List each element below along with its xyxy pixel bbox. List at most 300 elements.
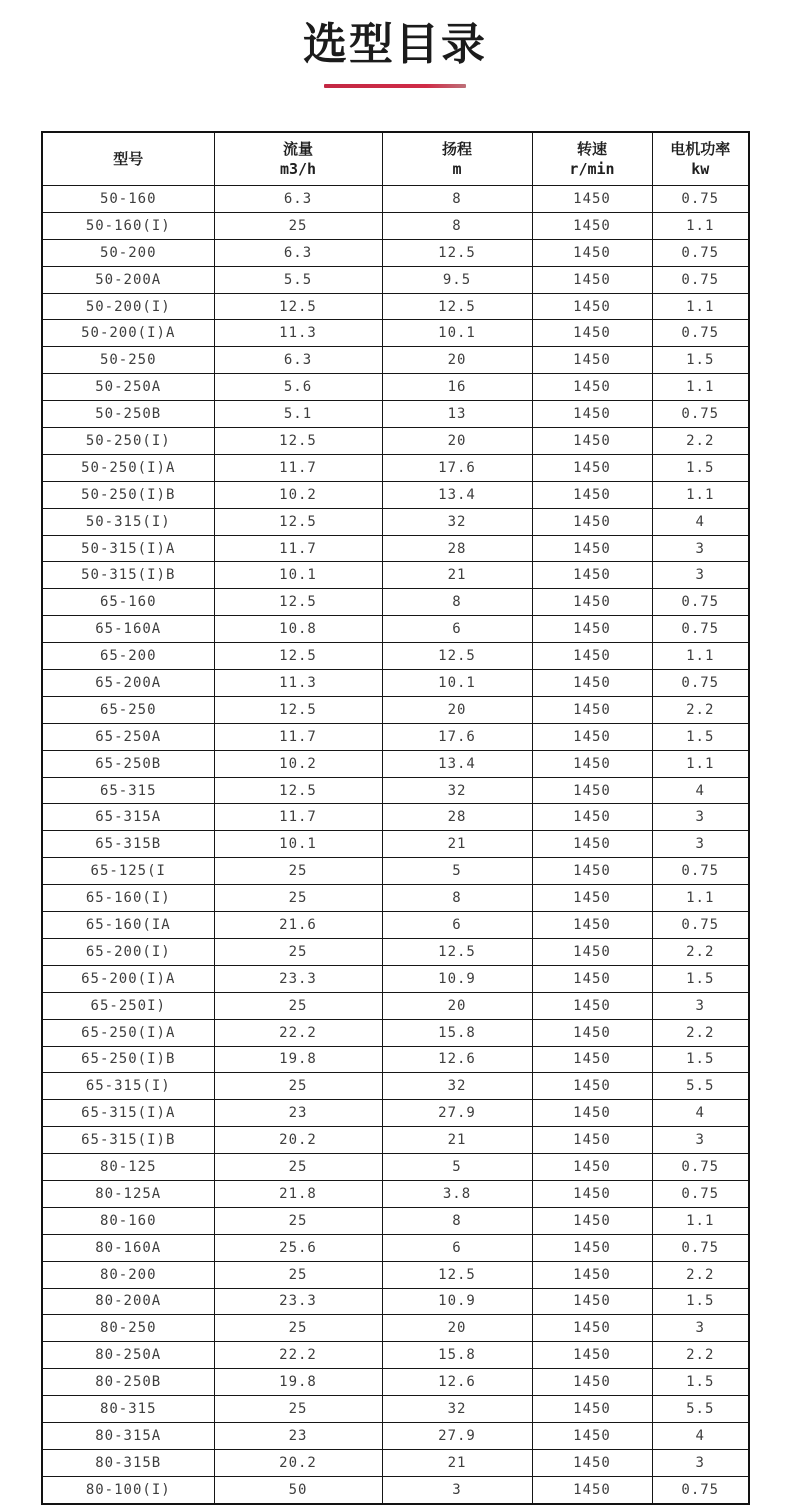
table-cell: 5.5 <box>652 1073 749 1100</box>
table-row <box>42 643 749 670</box>
table-cell: 1450 <box>532 1207 652 1234</box>
table-cell: 1450 <box>532 723 652 750</box>
table-cell: 50-250(I)B <box>42 481 214 508</box>
table-cell: 65-200A <box>42 670 214 697</box>
table-cell: 1450 <box>532 1180 652 1207</box>
table-row <box>42 1476 749 1503</box>
table-cell: 1450 <box>532 347 652 374</box>
table-cell: 12.5 <box>214 508 382 535</box>
table-cell: 65-315A <box>42 804 214 831</box>
table-cell: 25 <box>214 1207 382 1234</box>
table-row <box>42 347 749 374</box>
table-cell: 1.5 <box>652 1369 749 1396</box>
table-cell: 1450 <box>532 1019 652 1046</box>
table-cell: 25 <box>214 1154 382 1181</box>
table-row <box>42 912 749 939</box>
table-row <box>42 1046 749 1073</box>
table-cell: 5.5 <box>214 266 382 293</box>
table-cell: 0.75 <box>652 401 749 428</box>
table-cell: 1.5 <box>652 347 749 374</box>
table-cell: 1.5 <box>652 1046 749 1073</box>
table-cell: 21 <box>382 831 532 858</box>
table-cell: 12.5 <box>214 643 382 670</box>
table-cell: 2.2 <box>652 1019 749 1046</box>
table-cell: 10.1 <box>214 562 382 589</box>
col-header-speed <box>532 132 652 186</box>
table-cell: 80-250 <box>42 1315 214 1342</box>
table-cell: 50-250(I) <box>42 428 214 455</box>
table-cell: 0.75 <box>652 858 749 885</box>
table-body <box>42 186 749 1504</box>
table-cell: 8 <box>382 1207 532 1234</box>
table-cell: 4 <box>652 1100 749 1127</box>
table-cell: 3 <box>382 1476 532 1503</box>
table-cell: 1.1 <box>652 481 749 508</box>
table-cell: 1.1 <box>652 293 749 320</box>
table-cell: 8 <box>382 186 532 213</box>
table-cell: 2.2 <box>652 1261 749 1288</box>
table-row <box>42 885 749 912</box>
table-cell: 1.5 <box>652 723 749 750</box>
table-cell: 5.5 <box>652 1396 749 1423</box>
table-cell: 65-315B <box>42 831 214 858</box>
table-cell: 1450 <box>532 266 652 293</box>
table-row <box>42 1127 749 1154</box>
table-row <box>42 831 749 858</box>
table-row <box>42 858 749 885</box>
table-row <box>42 1073 749 1100</box>
table-cell: 50-315(I) <box>42 508 214 535</box>
table-cell: 1.1 <box>652 374 749 401</box>
table-row <box>42 481 749 508</box>
table-cell: 3 <box>652 535 749 562</box>
col-header-head-unit: m <box>452 160 462 178</box>
table-cell: 65-160(I) <box>42 885 214 912</box>
table-cell: 80-200 <box>42 1261 214 1288</box>
table-cell: 22.2 <box>214 1342 382 1369</box>
table-cell: 1450 <box>532 1100 652 1127</box>
table-cell: 1450 <box>532 938 652 965</box>
table-cell: 20 <box>382 696 532 723</box>
table-cell: 50-250 <box>42 347 214 374</box>
table-cell: 20.2 <box>214 1127 382 1154</box>
table-cell: 2.2 <box>652 1342 749 1369</box>
table-cell: 12.5 <box>382 239 532 266</box>
table-row <box>42 293 749 320</box>
table-cell: 50-160 <box>42 186 214 213</box>
table-cell: 8 <box>382 589 532 616</box>
table-cell: 1450 <box>532 670 652 697</box>
table-cell: 50-250A <box>42 374 214 401</box>
table-cell: 3 <box>652 1315 749 1342</box>
table-row <box>42 374 749 401</box>
table-cell: 22.2 <box>214 1019 382 1046</box>
table-cell: 1450 <box>532 239 652 266</box>
table-cell: 5.6 <box>214 374 382 401</box>
table-cell: 1450 <box>532 320 652 347</box>
table-row <box>42 1342 749 1369</box>
col-header-flow <box>214 132 382 186</box>
table-cell: 25 <box>214 938 382 965</box>
table-cell: 1.1 <box>652 750 749 777</box>
table-cell: 80-125A <box>42 1180 214 1207</box>
table-cell: 3 <box>652 1449 749 1476</box>
table-cell: 25 <box>214 885 382 912</box>
table-cell: 13.4 <box>382 750 532 777</box>
table-cell: 65-250(I)A <box>42 1019 214 1046</box>
table-cell: 1450 <box>532 777 652 804</box>
table-cell: 25 <box>214 858 382 885</box>
table-row <box>42 992 749 1019</box>
table-cell: 12.5 <box>214 293 382 320</box>
table-cell: 25 <box>214 1261 382 1288</box>
table-cell: 65-200(I)A <box>42 965 214 992</box>
table-cell: 2.2 <box>652 428 749 455</box>
table-cell: 65-125(I <box>42 858 214 885</box>
table-cell: 0.75 <box>652 589 749 616</box>
table-cell: 1450 <box>532 401 652 428</box>
table-cell: 1450 <box>532 1315 652 1342</box>
table-cell: 12.5 <box>382 1261 532 1288</box>
table-cell: 65-315(I) <box>42 1073 214 1100</box>
table-cell: 25 <box>214 1073 382 1100</box>
table-row <box>42 1180 749 1207</box>
page-title: 选型目录 <box>303 19 487 70</box>
col-header-flow-unit: m3/h <box>279 160 317 178</box>
table-cell: 0.75 <box>652 1476 749 1503</box>
table-cell: 6 <box>382 912 532 939</box>
table-cell: 9.5 <box>382 266 532 293</box>
table-cell: 10.2 <box>214 750 382 777</box>
table-cell: 0.75 <box>652 912 749 939</box>
table-cell: 50-200(I) <box>42 293 214 320</box>
table-cell: 1450 <box>532 508 652 535</box>
table-cell: 1450 <box>532 1449 652 1476</box>
table-cell: 25 <box>214 1315 382 1342</box>
table-row <box>42 1422 749 1449</box>
col-header-speed-label: 转速 <box>576 140 607 158</box>
table-cell: 1450 <box>532 1234 652 1261</box>
table-cell: 23 <box>214 1100 382 1127</box>
table-cell: 1.1 <box>652 1207 749 1234</box>
table-row <box>42 239 749 266</box>
table-cell: 10.1 <box>214 831 382 858</box>
table-cell: 50-250(I)A <box>42 454 214 481</box>
table-row <box>42 723 749 750</box>
table-cell: 10.1 <box>382 320 532 347</box>
table-cell: 80-250B <box>42 1369 214 1396</box>
table-row <box>42 428 749 455</box>
table-cell: 2.2 <box>652 696 749 723</box>
table-cell: 1450 <box>532 212 652 239</box>
table-cell: 1450 <box>532 1422 652 1449</box>
table-cell: 12.5 <box>214 777 382 804</box>
title-underline-accent <box>324 84 466 88</box>
table-cell: 1.5 <box>652 1288 749 1315</box>
table-cell: 1450 <box>532 186 652 213</box>
table-row <box>42 616 749 643</box>
table-cell: 1450 <box>532 293 652 320</box>
table-cell: 8 <box>382 885 532 912</box>
table-cell: 27.9 <box>382 1100 532 1127</box>
table-cell: 11.7 <box>214 804 382 831</box>
table-cell: 21 <box>382 562 532 589</box>
table-header <box>42 132 749 186</box>
table-cell: 1450 <box>532 858 652 885</box>
table-cell: 50 <box>214 1476 382 1503</box>
table-cell: 65-160 <box>42 589 214 616</box>
table-cell: 12.5 <box>214 696 382 723</box>
table-cell: 5.1 <box>214 401 382 428</box>
table-cell: 16 <box>382 374 532 401</box>
table-cell: 12.5 <box>382 643 532 670</box>
table-cell: 1450 <box>532 1261 652 1288</box>
table-row <box>42 696 749 723</box>
table-cell: 28 <box>382 535 532 562</box>
table-cell: 1450 <box>532 1154 652 1181</box>
table-cell: 65-250 <box>42 696 214 723</box>
table-cell: 20 <box>382 992 532 1019</box>
table-cell: 21.6 <box>214 912 382 939</box>
table-cell: 1.5 <box>652 454 749 481</box>
table-cell: 19.8 <box>214 1369 382 1396</box>
table-cell: 1450 <box>532 374 652 401</box>
table-cell: 19.8 <box>214 1046 382 1073</box>
table-cell: 0.75 <box>652 616 749 643</box>
table-row <box>42 1396 749 1423</box>
table-cell: 1.5 <box>652 965 749 992</box>
table-cell: 11.7 <box>214 723 382 750</box>
table-cell: 0.75 <box>652 239 749 266</box>
col-header-flow-label: 流量 <box>282 140 313 158</box>
table-cell: 1450 <box>532 535 652 562</box>
table-row <box>42 965 749 992</box>
table-cell: 12.5 <box>382 293 532 320</box>
col-header-power-unit: kw <box>691 160 710 178</box>
table-cell: 3 <box>652 804 749 831</box>
table-cell: 1.1 <box>652 643 749 670</box>
table-cell: 12.5 <box>214 589 382 616</box>
table-cell: 50-315(I)A <box>42 535 214 562</box>
table-cell: 1.1 <box>652 885 749 912</box>
table-cell: 1450 <box>532 616 652 643</box>
table-cell: 80-125 <box>42 1154 214 1181</box>
col-header-power <box>652 132 749 186</box>
col-header-head <box>382 132 532 186</box>
table-row <box>42 320 749 347</box>
table-cell: 15.8 <box>382 1342 532 1369</box>
table-cell: 3 <box>652 831 749 858</box>
table-row <box>42 1019 749 1046</box>
table-row <box>42 562 749 589</box>
table-row <box>42 212 749 239</box>
table-row <box>42 454 749 481</box>
table-cell: 1450 <box>532 428 652 455</box>
table-cell: 25 <box>214 1396 382 1423</box>
table-cell: 80-250A <box>42 1342 214 1369</box>
table-row <box>42 1207 749 1234</box>
table-cell: 1450 <box>532 1073 652 1100</box>
table-cell: 17.6 <box>382 454 532 481</box>
table-cell: 1450 <box>532 912 652 939</box>
table-cell: 4 <box>652 777 749 804</box>
table-row <box>42 1369 749 1396</box>
table-row <box>42 750 749 777</box>
table-cell: 20 <box>382 1315 532 1342</box>
table-cell: 65-200 <box>42 643 214 670</box>
table-cell: 32 <box>382 1073 532 1100</box>
table-cell: 25.6 <box>214 1234 382 1261</box>
table-cell: 11.7 <box>214 535 382 562</box>
table-cell: 15.8 <box>382 1019 532 1046</box>
table-cell: 10.9 <box>382 1288 532 1315</box>
table-cell: 3 <box>652 992 749 1019</box>
table-cell: 4 <box>652 1422 749 1449</box>
table-cell: 1450 <box>532 562 652 589</box>
table-cell: 6 <box>382 1234 532 1261</box>
table-cell: 0.75 <box>652 320 749 347</box>
table-cell: 50-200(I)A <box>42 320 214 347</box>
table-cell: 50-315(I)B <box>42 562 214 589</box>
table-cell: 1450 <box>532 696 652 723</box>
table-cell: 1450 <box>532 1396 652 1423</box>
table-cell: 65-250I) <box>42 992 214 1019</box>
table-cell: 13 <box>382 401 532 428</box>
table-row <box>42 1100 749 1127</box>
table-cell: 1450 <box>532 992 652 1019</box>
table-cell: 23 <box>214 1422 382 1449</box>
table-cell: 20 <box>382 428 532 455</box>
table-cell: 27.9 <box>382 1422 532 1449</box>
table-cell: 3 <box>652 1127 749 1154</box>
table-cell: 6.3 <box>214 239 382 266</box>
table-cell: 1450 <box>532 750 652 777</box>
table-cell: 10.9 <box>382 965 532 992</box>
table-cell: 17.6 <box>382 723 532 750</box>
table-row <box>42 1449 749 1476</box>
table-row <box>42 589 749 616</box>
table-row <box>42 670 749 697</box>
col-header-model <box>42 132 214 186</box>
table-cell: 1450 <box>532 965 652 992</box>
table-row <box>42 1154 749 1181</box>
table-cell: 10.2 <box>214 481 382 508</box>
table-cell: 12.6 <box>382 1046 532 1073</box>
table-cell: 2.2 <box>652 938 749 965</box>
table-cell: 3.8 <box>382 1180 532 1207</box>
table-row <box>42 1261 749 1288</box>
table-cell: 11.3 <box>214 320 382 347</box>
table-cell: 1450 <box>532 885 652 912</box>
table-cell: 65-250(I)B <box>42 1046 214 1073</box>
col-header-power-label: 电机功率 <box>670 140 731 158</box>
table-cell: 50-200A <box>42 266 214 293</box>
table-cell: 25 <box>214 992 382 1019</box>
table-cell: 65-315 <box>42 777 214 804</box>
table-row <box>42 804 749 831</box>
table-cell: 65-315(I)A <box>42 1100 214 1127</box>
table-row <box>42 401 749 428</box>
table-cell: 65-200(I) <box>42 938 214 965</box>
table-cell: 0.75 <box>652 670 749 697</box>
col-header-model-label: 型号 <box>113 150 144 168</box>
table-cell: 20.2 <box>214 1449 382 1476</box>
table-cell: 0.75 <box>652 1154 749 1181</box>
table-cell: 23.3 <box>214 1288 382 1315</box>
header-row <box>42 132 749 186</box>
table-cell: 6 <box>382 616 532 643</box>
table-cell: 80-160 <box>42 1207 214 1234</box>
table-cell: 20 <box>382 347 532 374</box>
table-cell: 10.1 <box>382 670 532 697</box>
table-cell: 1.1 <box>652 212 749 239</box>
table-cell: 13.4 <box>382 481 532 508</box>
table-cell: 80-315A <box>42 1422 214 1449</box>
table-row <box>42 777 749 804</box>
table-cell: 21.8 <box>214 1180 382 1207</box>
table-cell: 0.75 <box>652 186 749 213</box>
table-cell: 6.3 <box>214 347 382 374</box>
selection-catalog-table <box>41 131 750 1505</box>
table-row <box>42 938 749 965</box>
table-cell: 1450 <box>532 1127 652 1154</box>
table-cell: 1450 <box>532 1288 652 1315</box>
table-cell: 1450 <box>532 1369 652 1396</box>
table-cell: 1450 <box>532 1342 652 1369</box>
table-row <box>42 186 749 213</box>
table-cell: 28 <box>382 804 532 831</box>
table-cell: 21 <box>382 1127 532 1154</box>
table-cell: 0.75 <box>652 1234 749 1261</box>
col-header-head-label: 扬程 <box>441 140 472 158</box>
table-cell: 23.3 <box>214 965 382 992</box>
table-cell: 65-250A <box>42 723 214 750</box>
table-cell: 80-315 <box>42 1396 214 1423</box>
table-cell: 80-315B <box>42 1449 214 1476</box>
table-cell: 10.8 <box>214 616 382 643</box>
table-cell: 1450 <box>532 1476 652 1503</box>
table-cell: 1450 <box>532 589 652 616</box>
table-cell: 80-160A <box>42 1234 214 1261</box>
table-cell: 1450 <box>532 454 652 481</box>
table-row <box>42 535 749 562</box>
table-cell: 3 <box>652 562 749 589</box>
table-cell: 65-160A <box>42 616 214 643</box>
col-header-speed-unit: r/min <box>569 160 615 178</box>
table-row <box>42 1234 749 1261</box>
table-cell: 12.5 <box>382 938 532 965</box>
table-cell: 1450 <box>532 643 652 670</box>
table-cell: 32 <box>382 777 532 804</box>
table-cell: 50-160(I) <box>42 212 214 239</box>
table-cell: 12.5 <box>214 428 382 455</box>
table-cell: 6.3 <box>214 186 382 213</box>
table-row <box>42 1288 749 1315</box>
table-cell: 11.7 <box>214 454 382 481</box>
table-cell: 1450 <box>532 831 652 858</box>
table-cell: 5 <box>382 1154 532 1181</box>
table-cell: 4 <box>652 508 749 535</box>
table-cell: 65-160(IA <box>42 912 214 939</box>
table-cell: 11.3 <box>214 670 382 697</box>
table-cell: 21 <box>382 1449 532 1476</box>
table-cell: 65-250B <box>42 750 214 777</box>
table-cell: 1450 <box>532 1046 652 1073</box>
table-cell: 0.75 <box>652 266 749 293</box>
table-cell: 5 <box>382 858 532 885</box>
table-row <box>42 266 749 293</box>
table-cell: 25 <box>214 212 382 239</box>
